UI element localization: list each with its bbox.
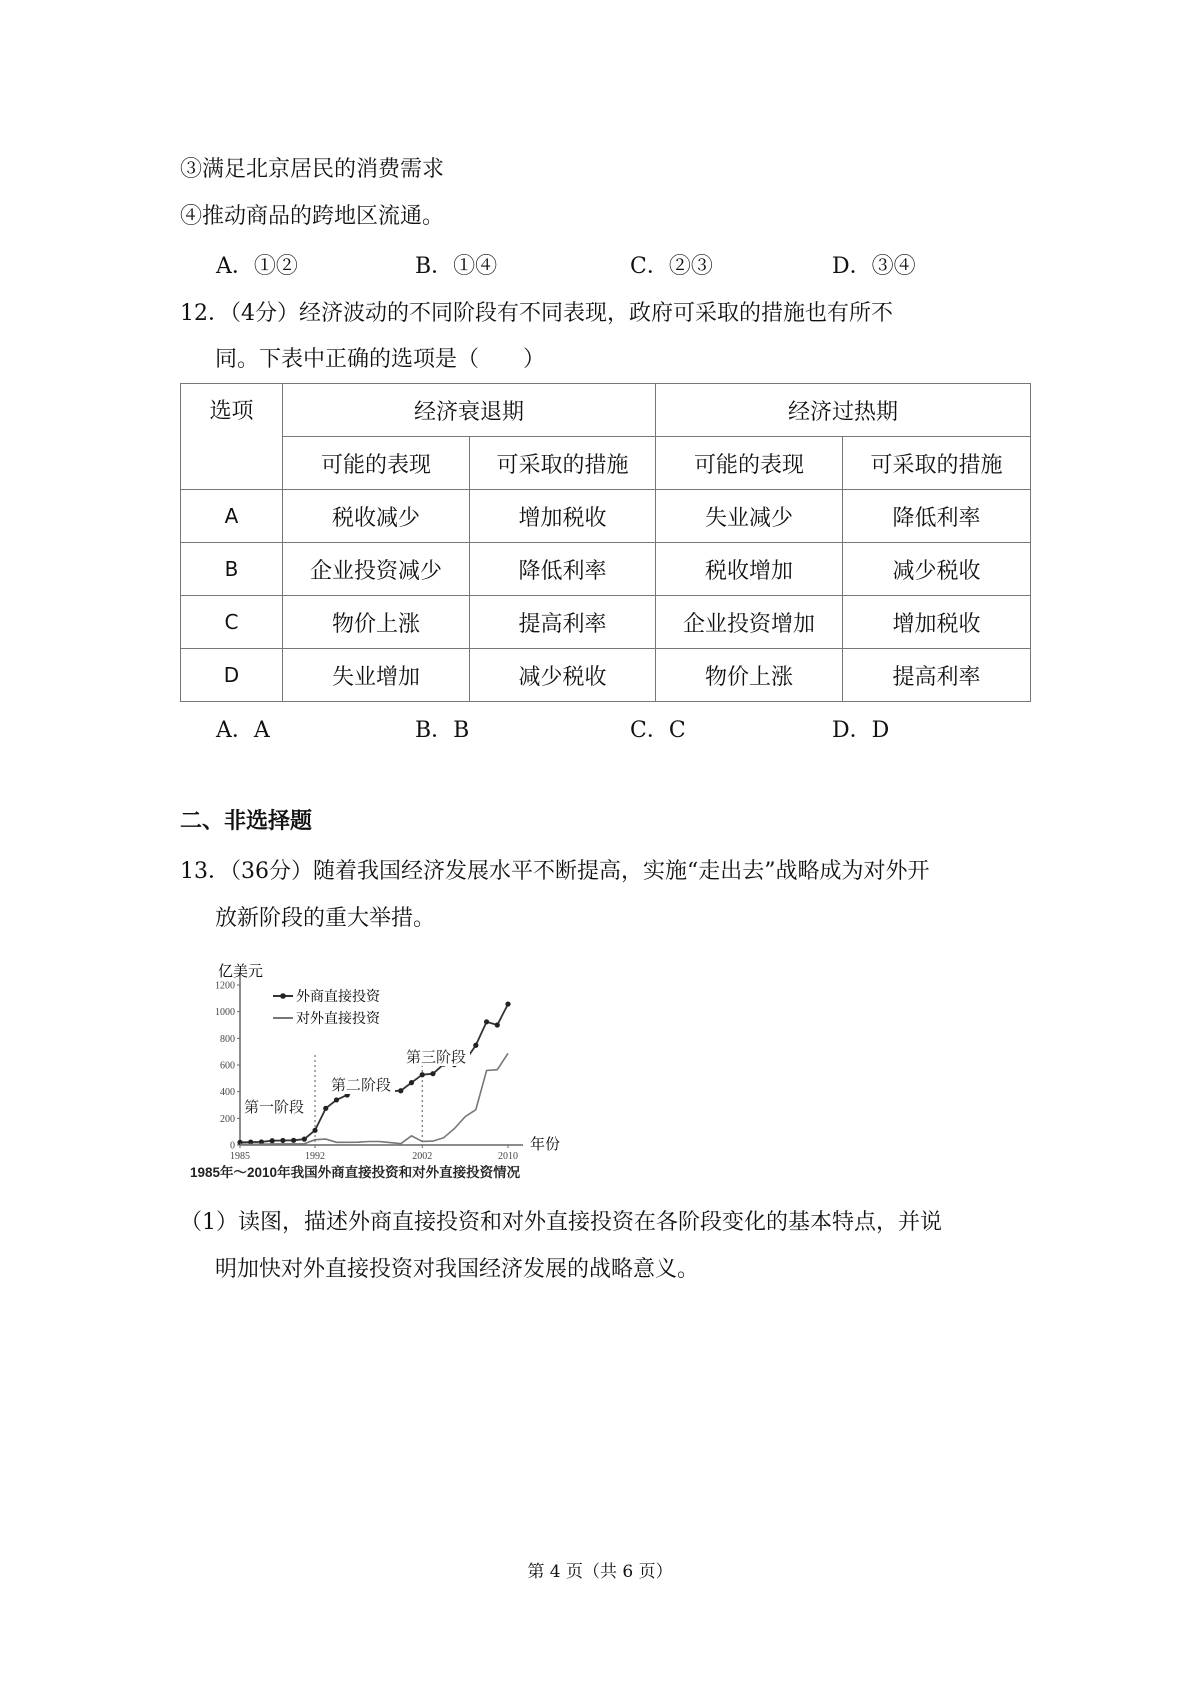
q12-stem-line-1: 12．（4分）经济波动的不同阶段有不同表现，政府可采取的措施也有所不 — [180, 301, 893, 326]
data-point-fdi — [484, 1019, 489, 1024]
legend-fdi: 外商直接投资 — [296, 988, 380, 1004]
table-row-letter: B — [181, 543, 283, 596]
stage-label: 第三阶段 — [406, 1049, 467, 1066]
table-cell: 企业投资减少 — [283, 543, 470, 596]
y-tick-label: 0 — [230, 1140, 235, 1152]
table-cell: 提高利率 — [843, 649, 1031, 702]
legend-marker — [280, 993, 286, 999]
y-tick-label: 200 — [220, 1113, 235, 1125]
data-point-fdi — [473, 1043, 478, 1048]
q12-option-d: D．D — [832, 718, 890, 743]
table-cell: 减少税收 — [470, 649, 656, 702]
table-row-letter: D — [181, 649, 283, 702]
data-point-fdi — [291, 1138, 296, 1143]
q13-stem-line-2: 放新阶段的重大举措。 — [215, 906, 436, 931]
investment-chart — [188, 960, 608, 1185]
data-point-fdi — [505, 1001, 510, 1006]
q12-option-a: A．A — [216, 718, 270, 743]
data-point-fdi — [302, 1137, 307, 1142]
table-cell: 失业减少 — [656, 490, 843, 543]
table-cell: 增加税收 — [470, 490, 656, 543]
q12-option-b: B．B — [415, 718, 470, 743]
table-cell: 增加税收 — [843, 596, 1031, 649]
table-header-recession: 经济衰退期 — [283, 384, 656, 437]
chart-legend — [273, 988, 381, 1026]
q12-stem-line-2: 同。下表中正确的选项是（ ） — [215, 347, 546, 372]
table-row — [181, 543, 1031, 596]
table-header-option: 选项 — [181, 384, 283, 490]
data-point-fdi — [430, 1071, 435, 1076]
q12-option-c: C．C — [630, 718, 686, 743]
legend-odi: 对外直接投资 — [296, 1010, 380, 1026]
table-row-letter: A — [181, 490, 283, 543]
table-row-letter: C — [181, 596, 283, 649]
table-subheader: 可能的表现 — [656, 437, 843, 490]
q11-option-d: D．③④ — [832, 254, 916, 279]
x-axis-label: 年份 — [530, 1136, 561, 1153]
section-title: 二、非选择题 — [180, 809, 313, 834]
q13-sub1-line-1: （1）读图，描述外商直接投资和对外直接投资在各阶段变化的基本特点，并说 — [180, 1210, 942, 1235]
table-cell: 物价上涨 — [656, 649, 843, 702]
data-point-fdi — [280, 1138, 285, 1143]
table-cell: 企业投资增加 — [656, 596, 843, 649]
table-cell: 失业增加 — [283, 649, 470, 702]
x-tick-label: 1992 — [305, 1151, 326, 1162]
q13-stem-line-1: 13．（36分）随着我国经济发展水平不断提高，实施“走出去”战略成为对外开 — [180, 859, 930, 884]
q11-item-4: ④推动商品的跨地区流通。 — [180, 204, 445, 229]
table-subheader: 可能的表现 — [283, 437, 470, 490]
page-footer: 第 4 页（共 6 页） — [527, 1562, 673, 1582]
data-point-fdi — [270, 1138, 275, 1143]
x-tick-label: 2010 — [498, 1151, 518, 1162]
table-subheader: 可采取的措施 — [843, 437, 1031, 490]
table-row — [181, 649, 1031, 702]
data-point-fdi — [398, 1088, 403, 1093]
table-cell: 物价上涨 — [283, 596, 470, 649]
table-cell: 降低利率 — [843, 490, 1031, 543]
data-point-fdi — [495, 1022, 500, 1027]
chart-title: 1985年～2010年我国外商直接投资和对外直接投资情况 — [190, 1165, 521, 1180]
y-axis-label: 亿美元 — [218, 963, 264, 980]
table-row — [181, 596, 1031, 649]
data-point-fdi — [334, 1097, 339, 1102]
x-tick-label: 1985 — [230, 1151, 250, 1162]
y-tick-label: 600 — [220, 1060, 235, 1072]
stage-label: 第一阶段 — [244, 1099, 305, 1116]
q13-sub1-line-2: 明加快对外直接投资对我国经济发展的战略意义。 — [215, 1257, 700, 1282]
table-subheader: 可采取的措施 — [470, 437, 656, 490]
q11-option-a: A．①② — [216, 254, 298, 279]
table-header-overheating: 经济过热期 — [656, 384, 1031, 437]
q11-option-c: C．②③ — [630, 254, 713, 279]
y-tick-label: 1200 — [215, 980, 235, 992]
y-tick-label: 800 — [220, 1033, 235, 1045]
q12-table — [180, 383, 1031, 702]
data-point-fdi — [420, 1072, 425, 1077]
data-point-fdi — [312, 1128, 317, 1133]
q11-item-3: ③满足北京居民的消费需求 — [180, 157, 445, 182]
table-cell: 减少税收 — [843, 543, 1031, 596]
stage-label: 第二阶段 — [331, 1077, 392, 1094]
table-cell: 税收减少 — [283, 490, 470, 543]
data-point-fdi — [323, 1106, 328, 1111]
y-tick-label: 1000 — [215, 1007, 235, 1019]
table-cell: 提高利率 — [470, 596, 656, 649]
data-point-fdi — [409, 1080, 414, 1085]
y-tick-label: 400 — [220, 1087, 235, 1099]
x-tick-label: 2002 — [412, 1151, 433, 1162]
q11-option-b: B．①④ — [415, 254, 498, 279]
table-row — [181, 490, 1031, 543]
table-cell: 税收增加 — [656, 543, 843, 596]
table-cell: 降低利率 — [470, 543, 656, 596]
